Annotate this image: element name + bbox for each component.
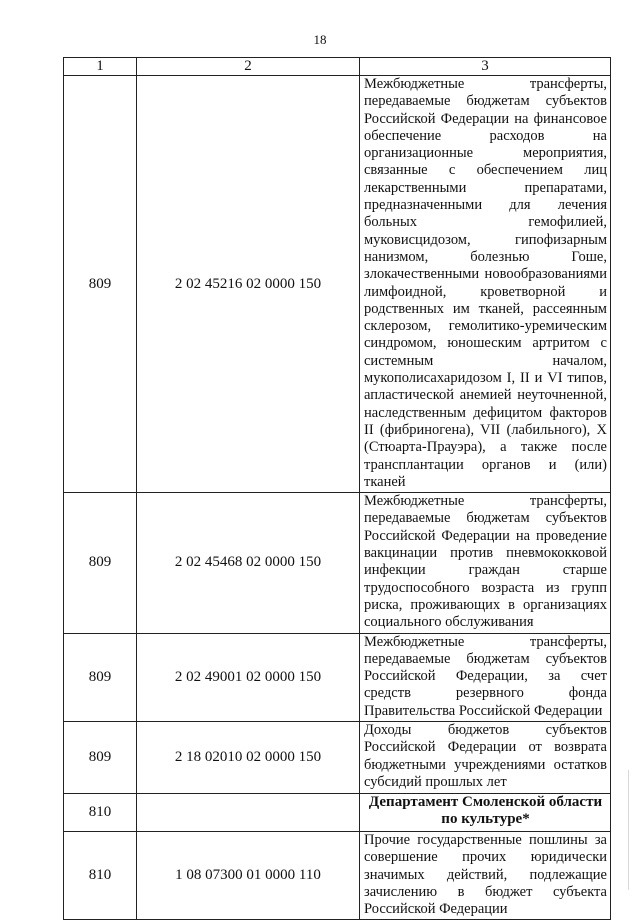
- table-row: [64, 76, 611, 493]
- table-row: [64, 831, 611, 919]
- revenue-description-cell: Доходы бюджетов субъектов Российской Федерации от возврата бюджетными учреждениями остатков субсидий прошлых лет: [360, 721, 611, 793]
- table-row: [64, 721, 611, 793]
- revenue-description-cell: Межбюджетные трансферты, передаваемые бюджетам субъектов Российской Федерации на проведение вакцинации против пневмококковой инфекции граждан старше трудоспособного возраста из групп риска, проживающих в организациях социального обслуживания: [360, 493, 611, 633]
- column-header-2: 2: [137, 58, 360, 76]
- table-row: [64, 493, 611, 633]
- revenue-description-cell: Межбюджетные трансферты, передаваемые бюджетам субъектов Российской Федерации на финансовое обеспечение расходов на организационные мероприятия, связанные с обеспечением лиц лекарственными препаратами, предназначенными для лечения больных гемофилией, муковисцидозом, гипофизарным нанизмом, болезнью Гоше, злокачественными новообразованиями лимфоидной, кроветворной и родственных им тканей, рассеянным склерозом, гемолитико-уремическим синдромом, юношеским артритом с системным началом, мукополисахаридозом I, II и VI типов, апластической анемией неуточненной, наследственным дефицитом факторов II (фибриногена), VII (лабильного), X (Стюарта-Прауэра), а также после трансплантации органов и (или) тканей: [360, 76, 611, 493]
- budget-classification-code-cell: 1 08 07300 01 0000 110: [137, 831, 360, 919]
- admin-code-cell: 810: [64, 831, 137, 919]
- table-row: [64, 793, 611, 831]
- admin-code-cell: 810: [64, 793, 137, 831]
- budget-codes-table: [63, 57, 611, 920]
- column-header-1: 1: [64, 58, 137, 76]
- table-header-row: [64, 58, 611, 76]
- admin-code-cell: 809: [64, 493, 137, 633]
- budget-classification-code-cell: 2 18 02010 02 0000 150: [137, 721, 360, 793]
- table-row: [64, 633, 611, 721]
- budget-classification-code-cell: 2 02 49001 02 0000 150: [137, 633, 360, 721]
- column-header-3: 3: [360, 58, 611, 76]
- admin-code-cell: 809: [64, 633, 137, 721]
- page-number: 18: [313, 32, 327, 47]
- budget-classification-code-cell: 2 02 45216 02 0000 150: [137, 76, 360, 493]
- revenue-description-cell: Межбюджетные трансферты, передаваемые бюджетам субъектов Российской Федерации, за счет средств резервного фонда Правительства Российской Федерации: [360, 633, 611, 721]
- department-heading-cell: Департамент Смоленской области по культуре*: [360, 793, 611, 831]
- budget-classification-code-cell: 2 02 45468 02 0000 150: [137, 493, 360, 633]
- budget-classification-code-cell: [137, 793, 360, 831]
- admin-code-cell: 809: [64, 721, 137, 793]
- scan-margin-line: [628, 770, 629, 890]
- admin-code-cell: 809: [64, 76, 137, 493]
- revenue-description-cell: Прочие государственные пошлины за совершение прочих юридически значимых действий, подлежащие зачислению в бюджет субъекта Российской Федерации: [360, 831, 611, 919]
